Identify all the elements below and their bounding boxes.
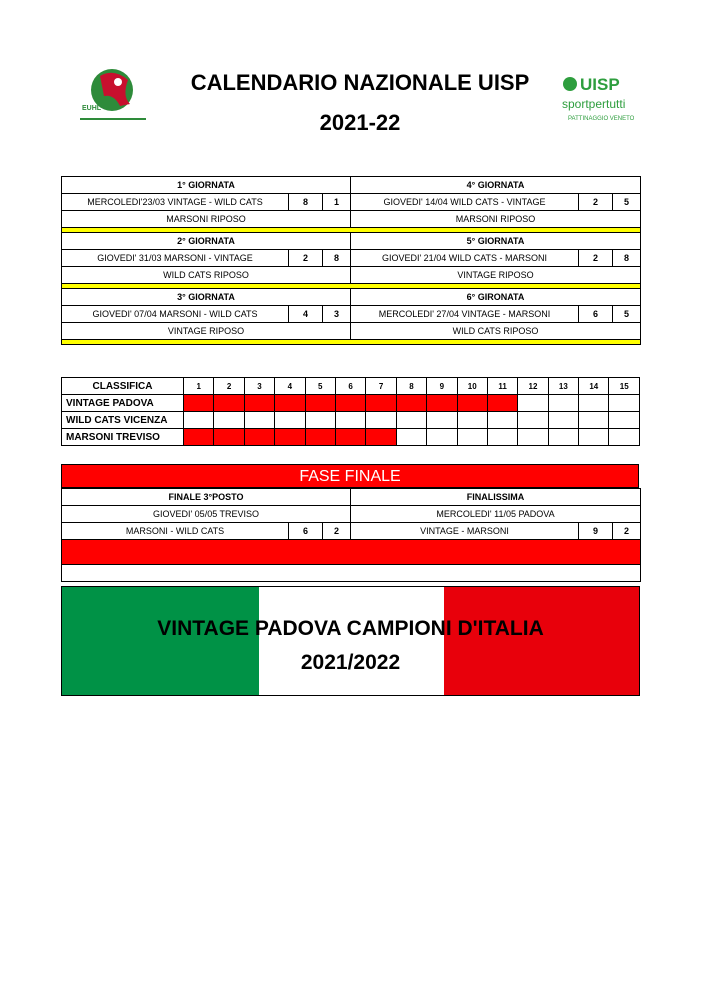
round-5-score-away: 8: [613, 250, 641, 267]
round-2-score-home: 2: [289, 250, 323, 267]
points-cell: [487, 412, 517, 429]
champion-season: 2021/2022: [300, 651, 401, 674]
points-cell: [214, 429, 244, 446]
points-cell: [579, 395, 609, 412]
points-cell: [366, 429, 396, 446]
round-5-title: 5° GIORNATA: [351, 233, 641, 250]
points-cell: [548, 412, 578, 429]
flag-red-band: [444, 587, 640, 696]
round-1-match: MERCOLEDI'23/03 VINTAGE - WILD CATS: [62, 194, 289, 211]
grand-final-score-away: 2: [613, 523, 641, 540]
points-cell: [396, 395, 426, 412]
champion-text: VINTAGE PADOVA CAMPIONI D'ITALIA: [157, 617, 544, 640]
team-name: VINTAGE PADOVA: [62, 395, 184, 412]
points-cell: [335, 429, 365, 446]
points-cell: [457, 395, 487, 412]
points-cell: [305, 429, 335, 446]
round-5-score-home: 2: [579, 250, 613, 267]
points-cell: [275, 429, 305, 446]
grand-final-title: FINALISSIMA: [351, 489, 641, 506]
round-5-match: GIOVEDI' 21/04 WILD CATS - MARSONI: [351, 250, 579, 267]
third-place-score-away: 2: [323, 523, 351, 540]
points-cell: [275, 412, 305, 429]
points-cell: [609, 412, 640, 429]
finals-table: [61, 488, 641, 582]
round-5-rest: VINTAGE RIPOSO: [351, 267, 641, 284]
standings-col-15: 15: [609, 378, 640, 395]
round-1-title: 1° GIORNATA: [62, 177, 351, 194]
round-6-score-home: 6: [579, 306, 613, 323]
standings-col-5: 5: [305, 378, 335, 395]
points-cell: [244, 412, 274, 429]
round-4-rest: MARSONI RIPOSO: [351, 211, 641, 228]
round-4-score-away: 5: [613, 194, 641, 211]
standings-row: [62, 429, 640, 446]
standings-col-12: 12: [518, 378, 548, 395]
points-cell: [244, 429, 274, 446]
points-cell: [548, 395, 578, 412]
points-cell: [305, 395, 335, 412]
uisp-logo: [560, 72, 642, 130]
season-label: 2021-22: [319, 110, 401, 135]
standings-col-11: 11: [487, 378, 517, 395]
points-cell: [487, 429, 517, 446]
points-cell: [518, 429, 548, 446]
round-1-rest: MARSONI RIPOSO: [62, 211, 351, 228]
points-cell: [427, 429, 457, 446]
standings-col-13: 13: [548, 378, 578, 395]
champion-banner: [61, 586, 640, 696]
round-3-match: GIOVEDI' 07/04 MARSONI - WILD CATS: [62, 306, 289, 323]
calendar-table: [61, 176, 641, 345]
points-cell: [366, 395, 396, 412]
standings-col-2: 2: [214, 378, 244, 395]
points-cell: [579, 429, 609, 446]
page-title: CALENDARIO NAZIONALE UISP: [190, 70, 530, 95]
grand-final-match: VINTAGE - MARSONI: [351, 523, 579, 540]
points-cell: [609, 395, 640, 412]
team-name: WILD CATS VICENZA: [62, 412, 184, 429]
points-cell: [427, 412, 457, 429]
round-6-score-away: 5: [613, 306, 641, 323]
uisp-sub-text: sportpertutti: [562, 97, 626, 111]
standings-header: CLASSIFICA: [62, 378, 184, 395]
third-place-match: MARSONI - WILD CATS: [62, 523, 289, 540]
points-cell: [548, 429, 578, 446]
standings-col-9: 9: [427, 378, 457, 395]
round-1-score-home: 8: [289, 194, 323, 211]
points-cell: [457, 412, 487, 429]
round-6-rest: WILD CATS RIPOSO: [351, 323, 641, 340]
points-cell: [214, 412, 244, 429]
team-name: MARSONI TREVISO: [62, 429, 184, 446]
uisp-brand-text: UISP: [580, 75, 620, 94]
grand-final-score-home: 9: [579, 523, 613, 540]
points-cell: [518, 395, 548, 412]
round-2-rest: WILD CATS RIPOSO: [62, 267, 351, 284]
final-phase-title: FASE FINALE: [61, 464, 639, 488]
separator: [62, 340, 641, 345]
standings-col-8: 8: [396, 378, 426, 395]
red-band: [62, 540, 641, 565]
points-cell: [184, 395, 214, 412]
third-place-date: GIOVEDI' 05/05 TREVISO: [62, 506, 351, 523]
points-cell: [579, 412, 609, 429]
standings-row: [62, 395, 640, 412]
points-cell: [609, 429, 640, 446]
round-6-title: 6° GIRONATA: [351, 289, 641, 306]
standings-col-3: 3: [244, 378, 274, 395]
standings-row: [62, 412, 640, 429]
points-cell: [335, 412, 365, 429]
points-cell: [184, 429, 214, 446]
third-place-title: FINALE 3°POSTO: [62, 489, 351, 506]
svg-text:EUHL: EUHL: [82, 105, 102, 112]
uisp-sub2-text: PATTINAGGIO VENETO: [568, 116, 635, 122]
round-2-score-away: 8: [323, 250, 351, 267]
points-cell: [335, 395, 365, 412]
points-cell: [275, 395, 305, 412]
points-cell: [305, 412, 335, 429]
hockey-league-logo: [70, 66, 156, 130]
standings-col-14: 14: [579, 378, 609, 395]
round-4-title: 4° GIORNATA: [351, 177, 641, 194]
points-cell: [184, 412, 214, 429]
standings-col-1: 1: [184, 378, 214, 395]
round-6-match: MERCOLEDI' 27/04 VINTAGE - MARSONI: [351, 306, 579, 323]
standings-col-7: 7: [366, 378, 396, 395]
points-cell: [396, 412, 426, 429]
standings-col-6: 6: [335, 378, 365, 395]
standings-col-4: 4: [275, 378, 305, 395]
round-3-score-away: 3: [323, 306, 351, 323]
round-1-score-away: 1: [323, 194, 351, 211]
points-cell: [518, 412, 548, 429]
round-2-title: 2° GIORNATA: [62, 233, 351, 250]
points-cell: [487, 395, 517, 412]
standings-col-10: 10: [457, 378, 487, 395]
grand-final-date: MERCOLEDI' 11/05 PADOVA: [351, 506, 641, 523]
points-cell: [396, 429, 426, 446]
points-cell: [244, 395, 274, 412]
round-3-score-home: 4: [289, 306, 323, 323]
round-3-rest: VINTAGE RIPOSO: [62, 323, 351, 340]
points-cell: [214, 395, 244, 412]
blank-row: [62, 565, 641, 582]
points-cell: [427, 395, 457, 412]
standings-table: [61, 377, 640, 446]
points-cell: [457, 429, 487, 446]
flag-white-band: [259, 587, 444, 696]
third-place-score-home: 6: [289, 523, 323, 540]
round-4-match: GIOVEDI' 14/04 WILD CATS - VINTAGE: [351, 194, 579, 211]
points-cell: [366, 412, 396, 429]
round-3-title: 3° GIORNATA: [62, 289, 351, 306]
round-2-match: GIOVEDI' 31/03 MARSONI - VINTAGE: [62, 250, 289, 267]
round-4-score-home: 2: [579, 194, 613, 211]
flag-green-band: [62, 587, 259, 696]
